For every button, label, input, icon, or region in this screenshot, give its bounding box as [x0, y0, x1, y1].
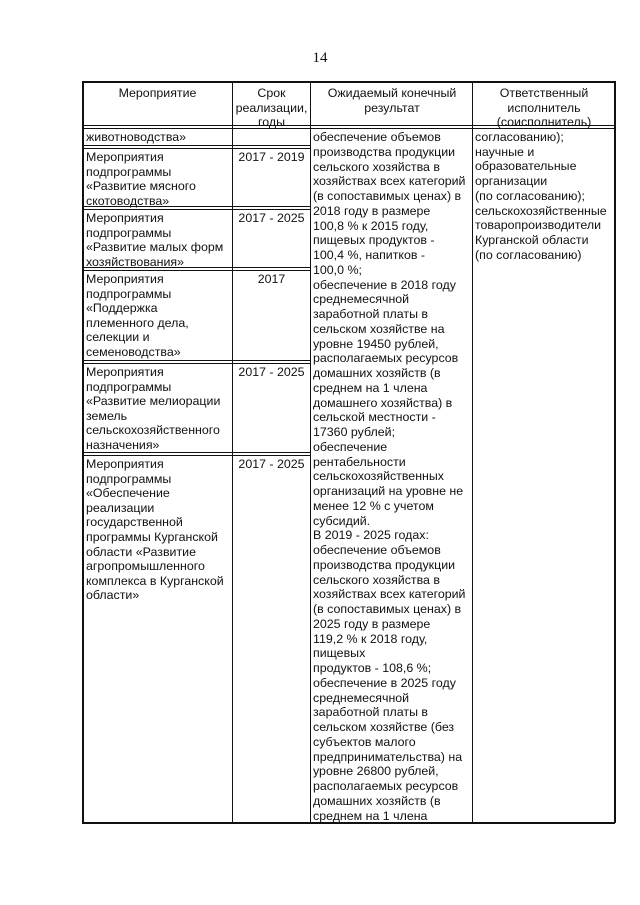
header-result: Ожидаемый конечный результат — [327, 86, 457, 115]
table-row-event: Мероприятия подпрограммы «Развитие мясного скотоводства» — [86, 150, 196, 208]
table-row-event: Мероприятия подпрограммы «Обеспечение реализации государственной программы Курганской области «Развитие агропромышленного комплекса в Курганской области» — [86, 457, 224, 603]
table-row-period: 2017 — [257, 272, 286, 286]
header-period: Срок реализации, годы — [235, 86, 308, 130]
table-row-event: животноводства» — [86, 130, 187, 144]
header-event: Мероприятие — [118, 86, 197, 100]
table-row-period: 2017 - 2025 — [238, 457, 305, 471]
page-number: 14 — [312, 50, 328, 66]
table-row-event: Мероприятия подпрограммы «Развитие малых форм хозяйствования» — [86, 211, 224, 269]
responsible-text: согласованию); научные и образовательные организации (по согласованию); сельскохозяйственные товаропроизводители Курганской области (по согласованию) — [475, 130, 607, 262]
header-responsible: Ответственный исполнитель (соисполнитель) — [496, 86, 592, 130]
table-row-period: 2017 - 2019 — [238, 150, 305, 164]
table-row-period: 2017 - 2025 — [238, 211, 305, 225]
table-row-event: Мероприятия подпрограммы «Развитие мелиорации земель сельскохозяйственного назначения» — [86, 365, 221, 452]
table-row-period: 2017 - 2025 — [238, 365, 305, 379]
result-text: обеспечение объемов производства продукции сельского хозяйства в хозяйствах всех категорий (в сопоставимых ценах) в 2018 году в размере 100,8 % к 2015 году, пищевых продуктов - 100,4 %, напитков - 100,0 %; обеспечение в 2018 году среднемесячной заработной платы в сельском хозяйстве на уровне 19450 рублей, располагаемых ресурсов домашних хозяйств (в среднем на 1 члена домашнего хозяйства) в сельской местности - 17360 рублей; обеспечение рентабельности сельскохозяйственных организаций на уровне не менее 12 % с учетом субсидий. В 2019 - 2025 годах: обеспечение объемов производства продукции сельского хозяйства в хозяйствах всех категорий (в сопоставимых ценах) в 2025 году в размере 119,2 % к 2018 году, пищевых продуктов - 108,6 %; обеспечение в 2025 году среднемесячной заработной платы в сельском хозяйстве (без субъектов малого предпринимательства) на уровне 26800 рублей, располагаемых ресурсов домашних хозяйств (в среднем на 1 члена — [313, 130, 466, 823]
table-row-event: Мероприятия подпрограммы «Поддержка племенного дела, селекции и семеноводства» — [86, 272, 189, 359]
